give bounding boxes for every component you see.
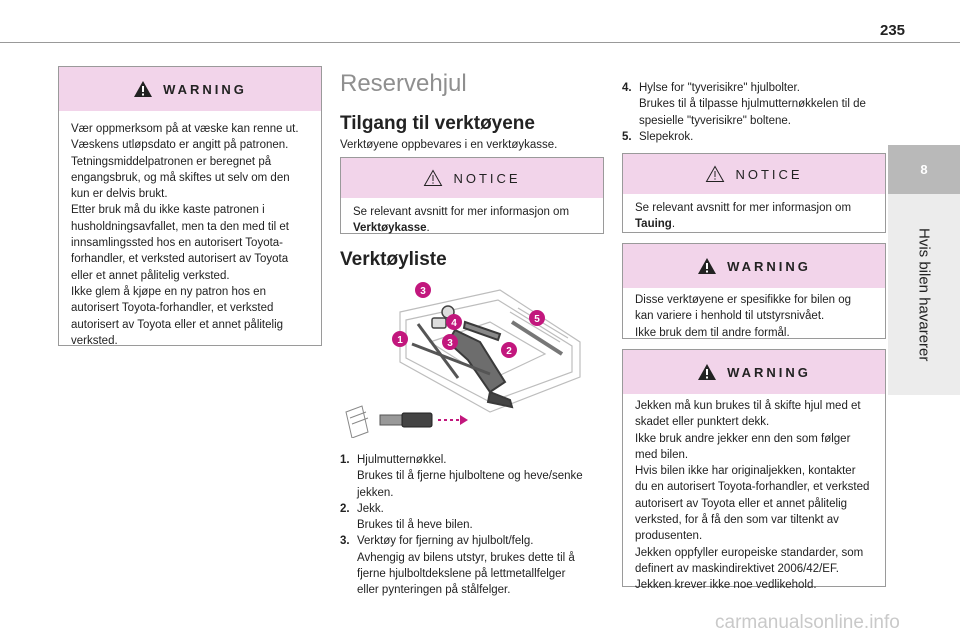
warning-line: Etter bruk må du ikke kaste patronen i [71, 204, 265, 217]
callout-label: 4 [451, 318, 457, 329]
list-item [622, 129, 884, 145]
notice-reference: Tauing [635, 218, 672, 231]
warning-line: autorisert av Toyota eller et annet pålitelig [71, 318, 284, 331]
warning-box-right-1 [622, 243, 886, 339]
warning-box-right-2 [622, 349, 886, 592]
list-text [357, 501, 610, 534]
list-line: eller pynteringen på stålfelger. [357, 584, 511, 597]
warning-line: Tetningsmiddelpatronen er beregnet på [71, 155, 272, 168]
notice-period: . [671, 218, 676, 231]
warning-line: husholdningsavfallet, men ta den med til et [71, 220, 289, 233]
notice-box-middle [340, 157, 604, 234]
warning-body [59, 111, 321, 359]
notice-title: NOTICE [735, 166, 803, 182]
warning-title: WARNING [727, 258, 811, 274]
warning-icon [697, 257, 717, 275]
watermark: carmanualsonline.info [715, 612, 900, 633]
warning-line: innsamlingssted hos en autorisert Toyota- [71, 237, 284, 250]
toolkit-illustration [340, 282, 590, 438]
subsection-heading: Tilgang til verktøyene [340, 113, 535, 134]
notice-body [623, 194, 885, 243]
list-number: 5. [622, 130, 632, 143]
callout-label: 1 [397, 335, 403, 346]
warning-line: Ikke glem å kjøpe en ny patron hos en [71, 285, 266, 298]
warning-line: engangsbruk, og må skiftes ut selv om den [71, 171, 290, 184]
list-line: Avhengig av bilens utstyr, brukes dette til å [357, 551, 575, 564]
tool-list-continued [622, 80, 884, 145]
warning-icon [697, 363, 717, 381]
warning-line: skadet eller punktert dekk. [635, 416, 770, 429]
list-line: Brukes til å tilpasse hjulmutternøkkelen til de [639, 98, 866, 111]
list-line: spesielle "tyverisikre" boltene. [639, 114, 791, 127]
warning-line: verksted, for å få den som var tiltenkt av [635, 514, 839, 527]
warning-box-left [58, 66, 322, 346]
warning-line: kan variere i henhold til utstyrsnivået. [635, 310, 825, 323]
list-line: fjerne hjulboltdekslene på lettmetallfelger [357, 568, 566, 581]
callout-label: 3 [447, 338, 453, 349]
socket-detail [346, 406, 468, 438]
notice-header [341, 158, 603, 198]
warning-line: autorisert av Toyota eller et annet pålitelig [635, 497, 848, 510]
list-item [340, 501, 610, 534]
warning-line: Vær oppmerksom på at væske kan renne ut. [71, 123, 299, 135]
warning-line: Disse verktøyene er spesifikke for bilen og [635, 294, 852, 306]
notice-icon [705, 165, 725, 183]
notice-text: Se relevant avsnitt for mer informasjon om [353, 206, 570, 218]
warning-line: Jekken oppfyller europeiske standarder, som [635, 546, 864, 559]
header-divider [0, 42, 960, 43]
warning-line: med bilen. [635, 448, 689, 461]
list-line: Jekk. [357, 502, 384, 515]
section-heading: Reservehjul [340, 70, 467, 97]
notice-header [623, 154, 885, 194]
list-text [639, 129, 884, 145]
warning-header [623, 244, 885, 288]
warning-line: Jekken må kun brukes til å skifte hjul med et [635, 400, 861, 412]
tool-list [340, 452, 610, 599]
list-line: Brukes til å fjerne hjulboltene og heve/senke [357, 470, 583, 483]
chapter-number: 8 [920, 162, 928, 177]
page-number: 235 [880, 22, 906, 39]
notice-icon [423, 169, 443, 187]
warning-line: forhandler, et verksted autorisert av Toyota [71, 253, 289, 266]
chapter-title: Hvis bilen havarerer [915, 227, 933, 362]
list-item [340, 533, 610, 598]
warning-line: du en autorisert Toyota-forhandler, et verksted [635, 481, 870, 494]
warning-body [623, 394, 885, 604]
list-text [639, 80, 884, 129]
list-item [340, 452, 610, 501]
warning-line: Ikke bruk andre jekker enn den som følger [635, 432, 851, 445]
notice-box-right [622, 153, 886, 233]
list-line: Hylse for "tyverisikre" hjulbolter. [639, 82, 800, 94]
notice-text: Se relevant avsnitt for mer informasjon om [635, 202, 852, 214]
list-item [622, 80, 884, 129]
list-line: Brukes til å heve bilen. [357, 519, 473, 532]
warning-line: Hvis bilen ikke har originaljekken, kontakter [635, 465, 856, 478]
warning-line: definert av maskindirektivet 2006/42/EF. [635, 562, 839, 575]
warning-body [623, 288, 885, 351]
warning-title: WARNING [727, 364, 811, 380]
notice-period: . [426, 222, 430, 235]
warning-header [59, 67, 321, 111]
list-line: Verktøy for fjerning av hjulbolt/felg. [357, 535, 534, 548]
callout-label: 3 [420, 286, 426, 297]
intro-text: Verktøyene oppbevares i en verktøykasse. [340, 139, 558, 151]
warning-line: Jekken krever ikke noe vedlikehold. [635, 579, 817, 592]
notice-body [341, 198, 603, 247]
warning-line: kun er delvis brukt. [71, 188, 168, 201]
list-number: 3. [340, 535, 350, 548]
callout-label: 2 [506, 346, 512, 357]
tool-list-heading: Verktøyliste [340, 249, 447, 270]
warning-line: autorisert Toyota-forhandler, et verksted [71, 302, 274, 315]
list-line: jekken. [357, 486, 394, 499]
notice-title: NOTICE [453, 170, 521, 186]
list-number: 1. [340, 454, 350, 466]
warning-line: Ikke bruk dem til andre formål. [635, 326, 790, 339]
list-number: 2. [340, 502, 350, 515]
warning-header [623, 350, 885, 394]
warning-line: produsenten. [635, 530, 703, 543]
warning-line: eller et annet pålitelig verksted. [71, 269, 230, 282]
notice-reference-line [635, 216, 873, 232]
list-number: 4. [622, 82, 632, 94]
notice-reference-line [353, 220, 591, 236]
callout-label: 5 [534, 314, 540, 325]
list-line: Hjulmutternøkkel. [357, 454, 447, 466]
chapter-title-container [888, 194, 960, 395]
warning-line: verksted. [71, 334, 118, 347]
notice-reference: Verktøykasse [353, 222, 427, 235]
list-text [357, 452, 610, 501]
warning-line: Væskens utløpsdato er angitt på patronen. [71, 139, 289, 152]
warning-icon [133, 80, 153, 98]
list-text [357, 533, 610, 598]
warning-title: WARNING [163, 81, 247, 97]
list-line: Slepekrok. [639, 130, 694, 143]
